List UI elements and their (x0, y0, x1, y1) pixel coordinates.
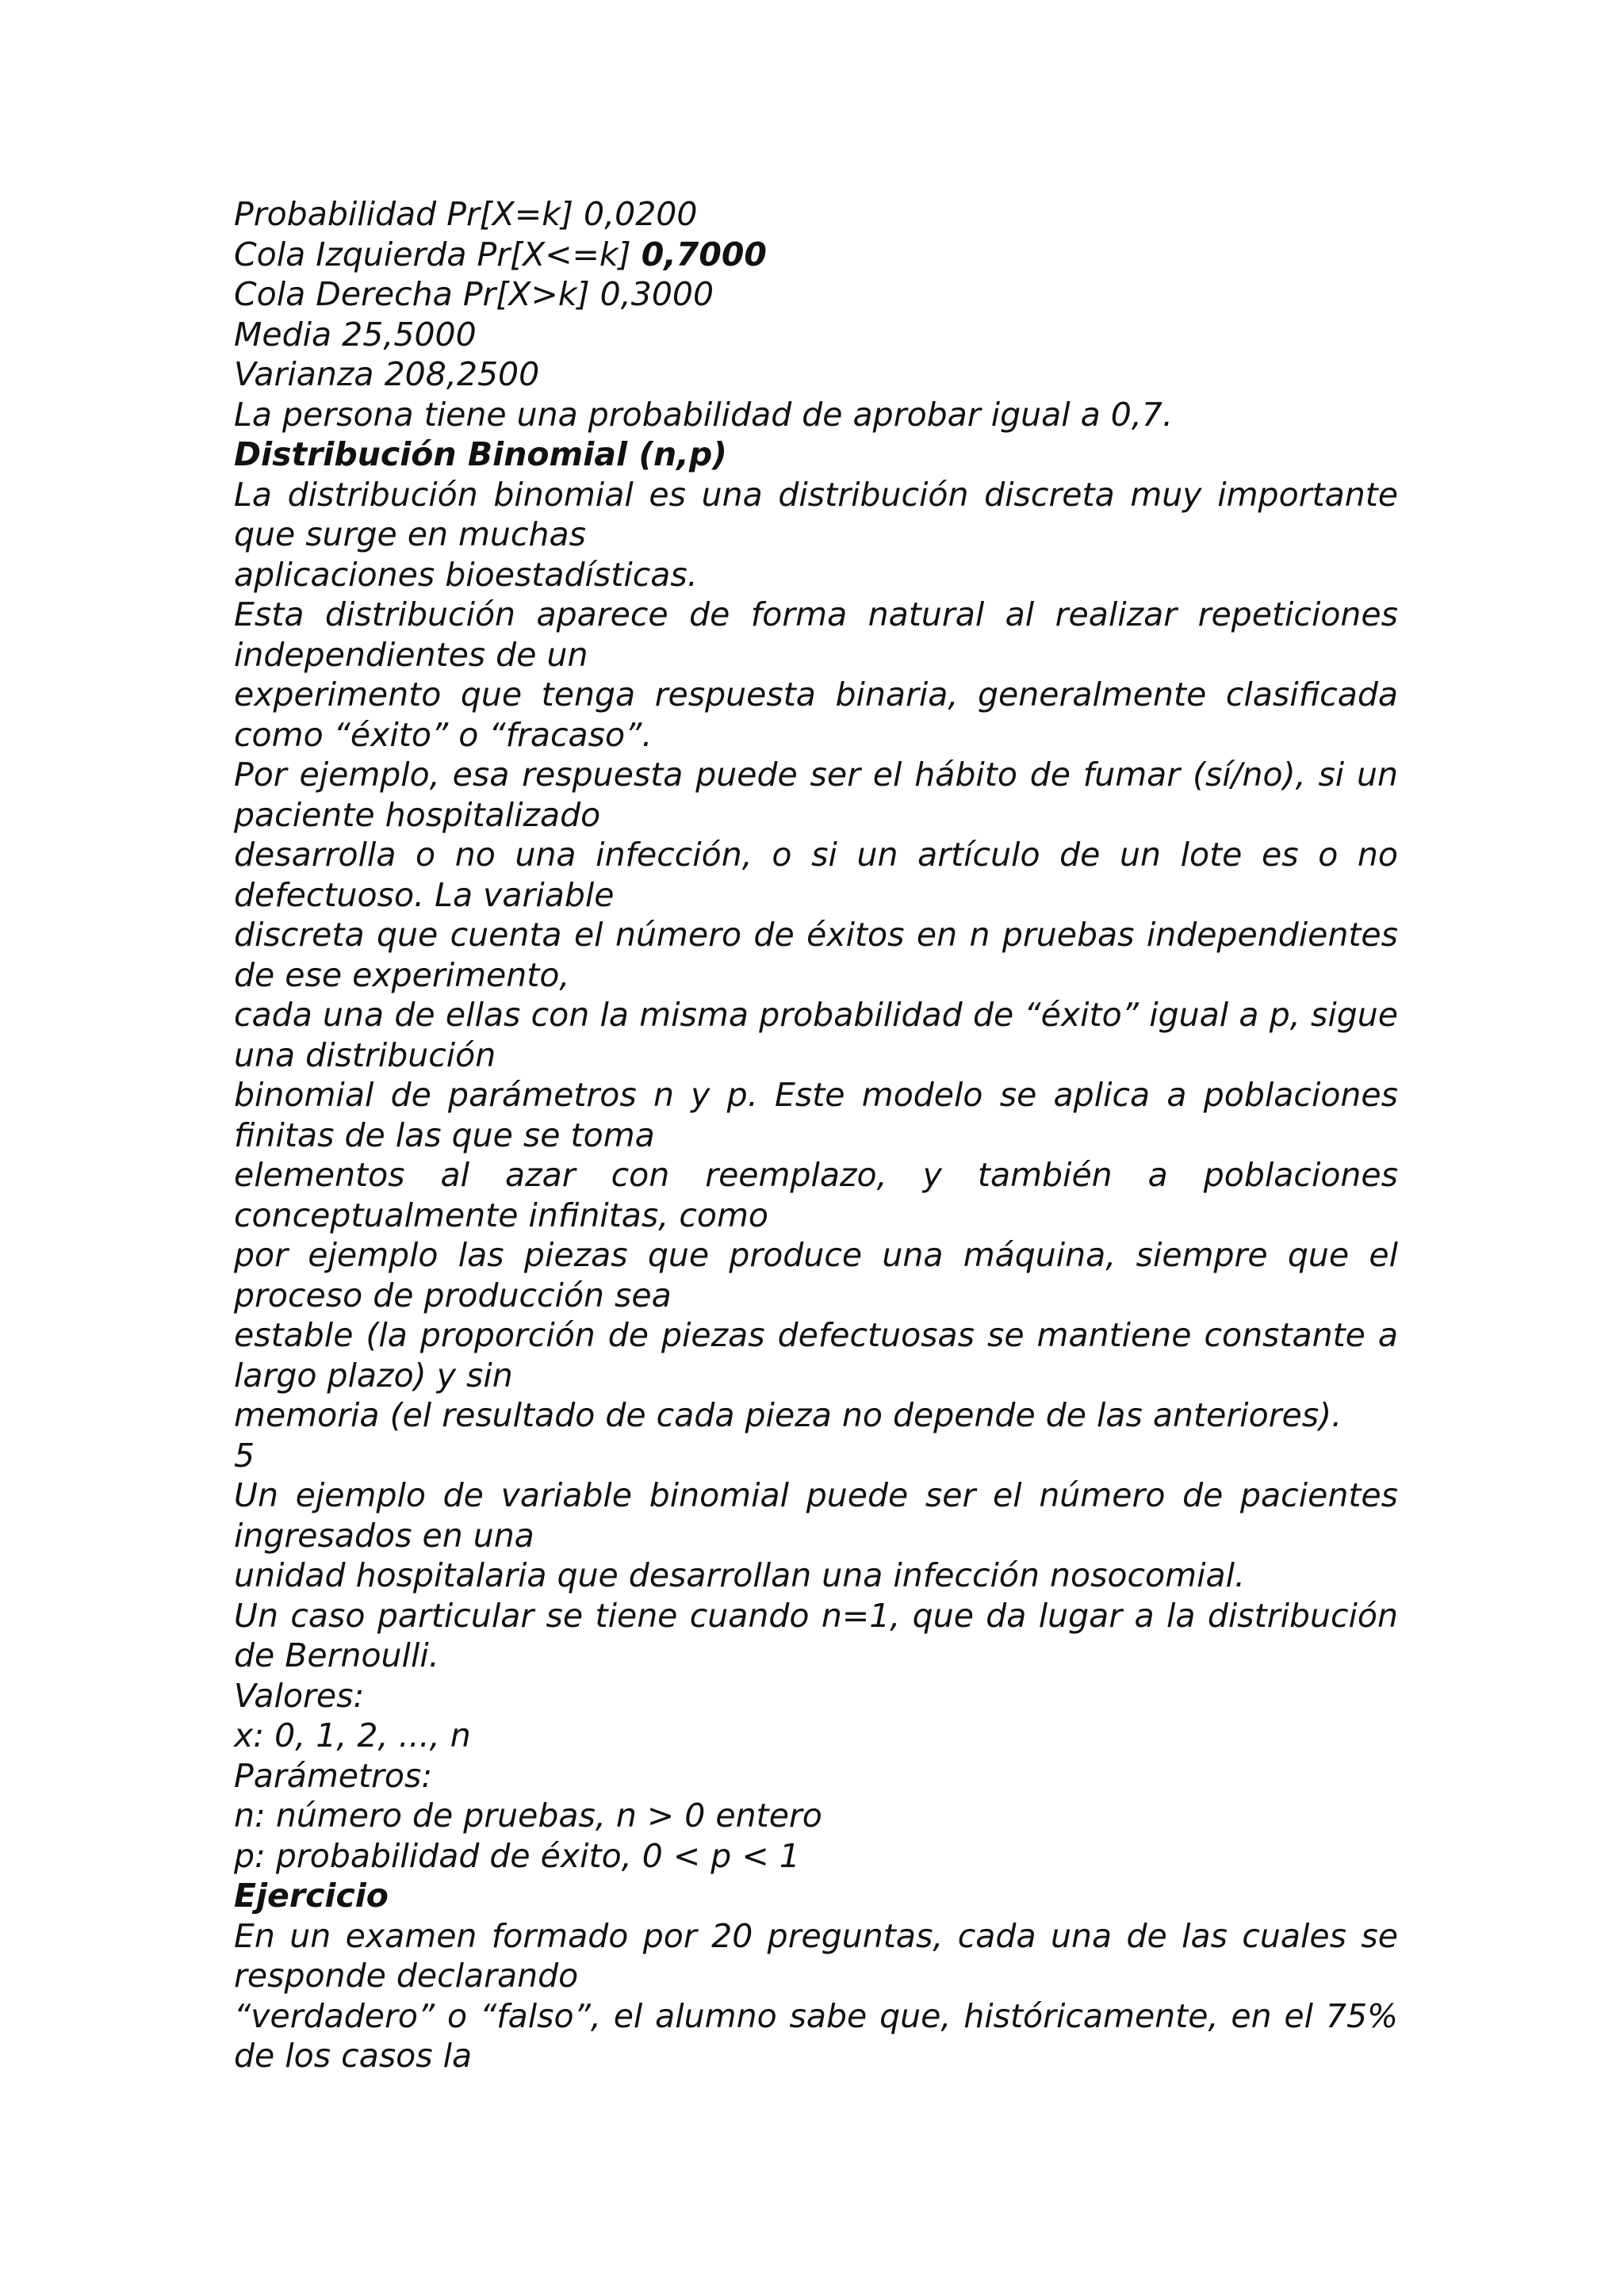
binomial-heading: Distribución Binomial (n,p) (234, 435, 727, 473)
result-media: Media 25,5000 (234, 315, 477, 354)
paragraph: Por ejemplo, esa respuesta puede ser el hábito de fumar (sí/no), si un paciente hospitalizado (234, 756, 1398, 834)
paragraph-line: aplicaciones bioestadísticas. (234, 555, 698, 594)
cola-izquierda-value: 0,7000 (641, 235, 767, 274)
valores-x: x: 0, 1, 2, ..., n (234, 1716, 471, 1755)
paragraph: “verdadero” o “falso”, el alumno sabe que, históricamente, en el 75% de los casos la (234, 1996, 1398, 2075)
paragraph: experimento que tenga respuesta binaria, generalmente clasificada como “éxito” o “fracaso”. (234, 675, 1398, 754)
paragraph: cada una de ellas con la misma probabilidad de “éxito” igual a p, sigue una distribución (234, 996, 1398, 1074)
paragraph: discreta que cuenta el número de éxitos en n pruebas independientes de ese experimento, (234, 916, 1398, 994)
result-conclusion: La persona tiene una probabilidad de aprobar igual a 0,7. (234, 395, 1174, 434)
result-cola-derecha: Cola Derecha Pr[X>k] 0,3000 (234, 275, 714, 313)
result-varianza: Varianza 208,2500 (234, 355, 540, 393)
paragraph: Esta distribución aparece de forma natural al realizar repeticiones independientes de un (234, 595, 1398, 674)
paragraph: Un ejemplo de variable binomial puede ser el número de pacientes ingresados en una (234, 1476, 1398, 1555)
result-cola-izquierda (234, 235, 1398, 275)
paragraph: binomial de parámetros n y p. Este modelo se aplica a poblaciones finitas de las que se toma (234, 1076, 1398, 1154)
param-n: n: número de pruebas, n > 0 entero (234, 1797, 822, 1835)
ejercicio-heading: Ejercicio (234, 1877, 389, 1915)
paragraph: elementos al azar con reemplazo, y también a poblaciones conceptualmente infinitas, como (234, 1156, 1398, 1234)
page-number: 5 (234, 1436, 255, 1475)
paragraph: En un examen formado por 20 preguntas, cada una de las cuales se responde declarando (234, 1916, 1398, 1995)
valores-label: Valores: (234, 1676, 365, 1715)
document-body (234, 194, 1398, 2076)
param-p: p: probabilidad de éxito, 0 < p < 1 (234, 1836, 800, 1875)
paragraph-line: unidad hospitalaria que desarrollan una infección nosocomial. (234, 1556, 1246, 1594)
paragraph: desarrolla o no una infección, o si un artículo de un lote es o no defectuoso. La variable (234, 836, 1398, 914)
paragraph: estable (la proporción de piezas defectuosas se mantiene constante a largo plazo) y sin (234, 1316, 1398, 1395)
cola-izquierda-label: Cola Izquierda Pr[X<=k] (234, 235, 642, 274)
paragraph-line: memoria (el resultado de cada pieza no depende de las anteriores). (234, 1396, 1342, 1434)
paragraph: La distribución binomial es una distribución discreta muy importante que surge en muchas (234, 475, 1398, 553)
result-probabilidad: Probabilidad Pr[X=k] 0,0200 (234, 195, 698, 233)
parametros-label: Parámetros: (234, 1756, 433, 1795)
paragraph: por ejemplo las piezas que produce una máquina, siempre que el proceso de producción sea (234, 1236, 1398, 1314)
paragraph: Un caso particular se tiene cuando n=1, que da lugar a la distribución de Bernoulli. (234, 1596, 1398, 1674)
